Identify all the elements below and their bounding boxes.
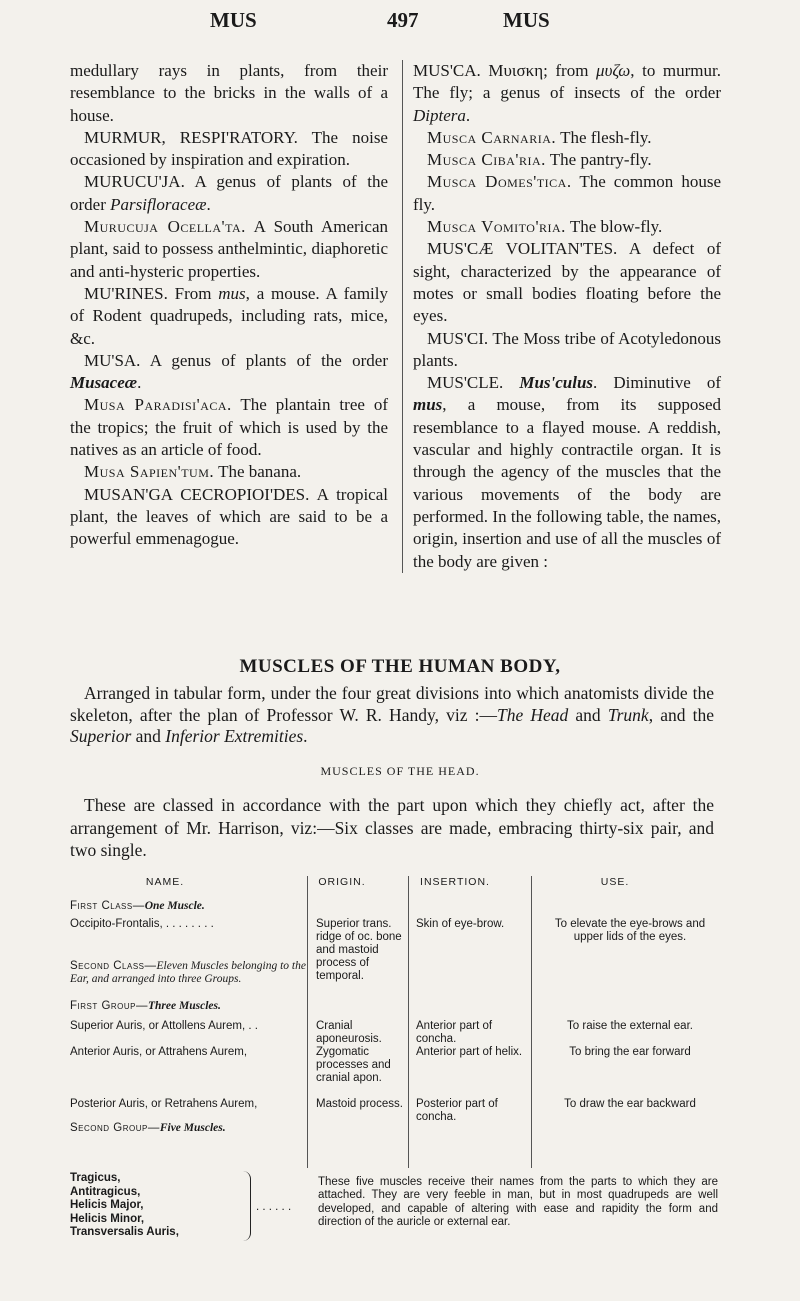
list-item: Transversalis Auris, [70, 1226, 179, 1238]
entry: Musa Paradisi'aca. The plantain tree of the tropics; the fruit of which is used by the natives as an article of food. [70, 395, 388, 460]
column-divider [307, 876, 308, 1168]
header-name: NAME. [145, 876, 185, 888]
entry: MUSAN'GA CECROPIOI'DES. A tropical plant, the leaves of which are said to be a powerful emmenagogue. [70, 484, 388, 549]
group-list [70, 1172, 240, 1240]
list-item: Antitragicus, [70, 1185, 141, 1198]
row-origin: Mastoid process. [316, 1098, 403, 1110]
row-name: Superior Auris, or Attollens Aurem, . . [70, 1020, 258, 1032]
subsection-heading: MUSCLES OF THE HEAD. [320, 764, 480, 778]
page-header [0, 8, 800, 38]
row-name: Anterior Auris, or Attrahens Aurem, [70, 1046, 248, 1058]
subsection-intro: These are classed in accordance with the part upon which they chiefly act, after the arrangement of Mr. Harrison, viz:—Six classes are made, embracing thirty-six pair, and two single. [70, 795, 714, 860]
section-intro: Arranged in tabular form, under the four great divisions into which anatomists divide the skeleton, after the plan of Professor W. R. Handy, viz :—The Head and Trunk, and the Superior and Inferior Extremities. [70, 683, 714, 746]
entry: Musca Domes'tica. The common house fly. [413, 172, 721, 214]
row-use: To raise the external ear. [567, 1020, 693, 1032]
entry: MURUCU'JA. A genus of plants of the order Parsifloraceæ. [70, 172, 388, 214]
second-class-heading: Second Class—Eleven Muscles belonging to the Ear, and arranged into three Groups. [70, 960, 306, 985]
row-insertion: Anterior part of helix. [416, 1046, 523, 1058]
second-group-heading: Second Group—Five Muscles. [70, 1122, 226, 1134]
row-insertion: Posterior part of concha. [416, 1098, 498, 1123]
row-name: Posterior Auris, or Retrahens Aurem, [70, 1098, 258, 1110]
entry: MUS'CLE. Mus'culus. Diminutive of mus, a mouse, from its supposed resemblance to a flayed mouse. A reddish, vascular and highly contractile organ. It is through the agency of the muscles that the various movements of the body are performed. In the following table, the names, origin, insertion and use of all the muscles of the body are given : [413, 373, 722, 571]
row-insertion: Anterior part of concha. [416, 1020, 493, 1045]
entry: MU'RINES. From mus, a mouse. A family of Rodent quadrupeds, including rats, mice, &c. [70, 283, 388, 348]
header-use: USE. [600, 876, 630, 888]
entry: MURMUR, RESPI'RATORY. The noise occasioned by inspiration and expiration. [70, 127, 388, 170]
column-divider [531, 876, 532, 1168]
row-origin: Superior trans. ridge of oc. bone and mastoid process of temporal. [316, 918, 402, 982]
header-origin: ORIGIN. [318, 876, 366, 888]
header-insertion: INSERTION. [420, 876, 490, 888]
header-left: MUS [210, 8, 257, 32]
row-origin: Cranial aponeurosis. [316, 1020, 382, 1045]
entry: MU'SA. A genus of plants of the order Musaceæ. [70, 350, 388, 393]
entry: Murucuja Ocella'ta. A South American plant, said to possess anthelmintic, diaphoretic and anti-hysteric properties. [70, 217, 388, 281]
row-use: To elevate the eye-brows and upper lids of the eyes. [554, 918, 706, 943]
entry: MUS'CÆ VOLITAN'TES. A defect of sight, characterized by the appearance of motes or small bodies floating before the eyes. [413, 239, 721, 326]
brace [240, 1171, 251, 1241]
row-use: To draw the ear backward [564, 1098, 696, 1110]
first-group-heading: First Group—Three Muscles. [70, 1000, 221, 1012]
entry: MUS'CA. Μυισκη; from μυζω, to murmur. The fly; a genus of insects of the order Diptera. [413, 61, 721, 125]
list-item: Helicis Major, [70, 1199, 144, 1211]
entry: medullary rays in plants, from their resemblance to the bricks in the walls of a house. [70, 61, 388, 125]
list-item: Helicis Minor, [70, 1212, 145, 1225]
entry: MUS'CI. The Moss tribe of Acotyledonous plants. [413, 328, 721, 370]
left-column [70, 60, 388, 551]
page-number: 497 [387, 8, 419, 32]
entry: Musca Carnaria. The flesh-fly. [427, 127, 652, 147]
list-item: Tragicus, [70, 1172, 121, 1184]
right-column [402, 60, 721, 573]
row-name: Occipito-Frontalis, . . . . . . . . [70, 918, 214, 930]
row-origin: Zygomatic processes and cranial apon. [316, 1046, 391, 1084]
group-note: These five muscles receive their names from the parts to which they are attached. They are very feeble in man, but in most quadrupeds are well developed, and capable of altering with ease and rapidity the form and direction of the auricle or external ear. [318, 1176, 718, 1228]
group-dots: . . . . . . [256, 1201, 292, 1213]
row-use: To bring the ear forward [569, 1046, 691, 1058]
row-insertion: Skin of eye-brow. [416, 918, 505, 930]
entry: Musca Ciba'ria. The pantry-fly. [427, 150, 652, 170]
entry: Musa Sapien'tum. The banana. [84, 462, 302, 482]
entry: Musca Vomito'ria. The blow-fly. [427, 217, 663, 237]
column-divider [408, 876, 409, 1168]
muscle-table [70, 876, 720, 1238]
section-title: MUSCLES OF THE HUMAN BODY, [239, 656, 561, 677]
header-right: MUS [503, 8, 550, 32]
first-class-heading: First Class—One Muscle. [70, 900, 205, 912]
